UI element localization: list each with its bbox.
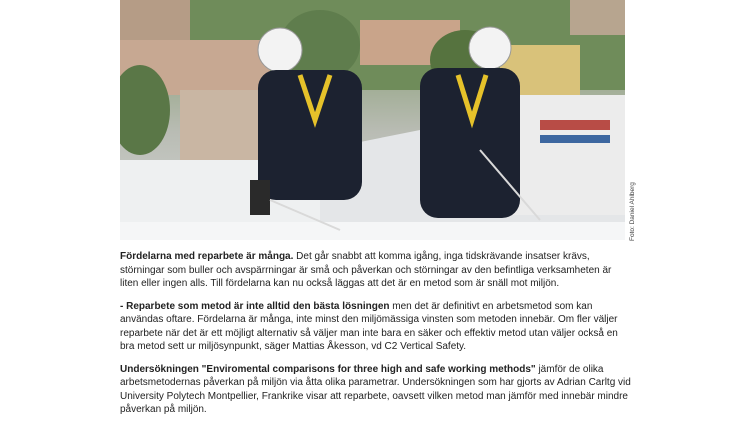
rope-access-workers-image [120, 0, 625, 240]
paragraph-1-body: Det går snabbt att komma igång, inga tidskrävande insatser krävs, störningar som buller och avspärrningar är små och påverkan och störningar av den befintliga verksamheten är liten eller ingen alls. Till fördelarna kan nu också läggas att det är en metod som är snäll mot miljön. [120, 251, 612, 289]
paragraph-3-body: jämför de olika arbetsmetodernas påverkan på miljön via åtta olika parametrar. Undersökningen som har gjorts av Adrian Carltg vid University Polytech Montpellier, Frankrike visar att reparbete, oavsett vilken metod man jämför med innebär mindre påverkan på miljön. [120, 363, 631, 415]
paragraph-2 [120, 300, 632, 354]
article-body [120, 250, 632, 426]
photo-credit [628, 175, 640, 241]
paragraph-3 [120, 363, 632, 417]
paragraph-2-body: men det är definitivt en arbetsmetod som kan användas oftare. Fördelarna är många, inte minst den miljömässiga vinsten som metoden innebär. Om fler väljer reparbete när det är ett möjligt alternativ så väljer man inte bara en säker och effektiv metod utan väljer också en bra metod sett ur miljösynpunkt, säger Mattias Åkesson, vd C2 Vertical Safety. [120, 300, 618, 352]
photo-credit-text: Foto: Daniel Ahlberg [629, 182, 636, 241]
paragraph-1 [120, 250, 632, 291]
paragraph-3-lead: Undersökningen "Enviromental comparisons for three high and safe working methods" [120, 363, 536, 375]
article-photo [120, 0, 625, 240]
paragraph-1-lead: Fördelarna med reparbete är många. [120, 251, 294, 262]
paragraph-2-lead: - Reparbete som metod är inte alltid den bästa lösningen [120, 300, 390, 312]
